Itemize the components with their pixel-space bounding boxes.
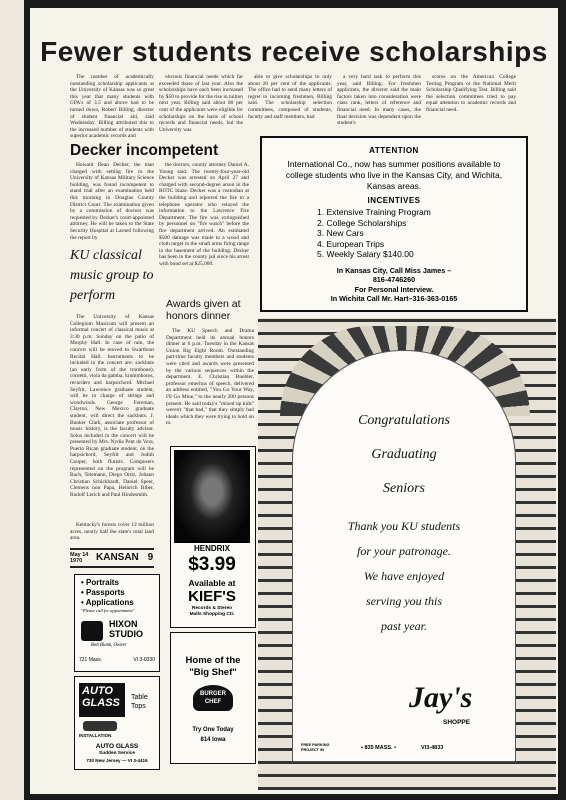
jays-parking bbox=[301, 743, 329, 752]
main-headline: Fewer students receive scholarships bbox=[40, 36, 548, 67]
filler-note bbox=[70, 522, 154, 544]
service-item: • Applications bbox=[81, 598, 134, 607]
parking-line-2: PROJECT 90 bbox=[301, 747, 325, 752]
auto-brand-2: GLASS bbox=[82, 697, 120, 709]
dateline-date bbox=[70, 552, 88, 564]
dateline-year: 1970 bbox=[70, 558, 83, 564]
jays-msg-congrats: Congratulations bbox=[358, 413, 450, 428]
hixon-owner: Bob Blank, Owner bbox=[91, 643, 127, 648]
burger-chef-ad bbox=[170, 632, 256, 764]
scholarship-text-4: a very hard task to perform this year, said Billing. For freshmen applicants, the director said the main factors taken into consideration were class rank, letters of reference and financial need. In many cases, the final decision was dependent upon the student's bbox=[337, 74, 421, 127]
awards-headline: Awards given at honors dinner bbox=[166, 298, 241, 322]
jays-msg-serving: serving you this bbox=[366, 594, 442, 608]
scholarship-col-2 bbox=[159, 74, 243, 144]
hendrix-name: HENDRIX bbox=[193, 544, 230, 553]
incentive-item: 5. Weekly Salary $140.00 bbox=[317, 249, 414, 259]
incentive-item: 1. Extensive Training Program bbox=[317, 207, 431, 217]
jays-message-panel bbox=[292, 350, 516, 762]
kiefs-logo: KIEF'S bbox=[188, 588, 236, 605]
hendrix-available: Available at bbox=[188, 578, 236, 588]
burger-headline bbox=[171, 655, 255, 679]
jays-msg-year: past year. bbox=[381, 619, 427, 633]
incentives-title: INCENTIVES bbox=[367, 196, 421, 205]
scholarship-text-1: The number of academically outstanding scholarship applicants at the University of Kansas was so great this year that many students with GPA's of 3.5 and above had to be turned down, Robert Billing, director of student financial aid, said Wednesday. Billing attributed this to the increased number of students with superior academic records and bbox=[70, 74, 154, 140]
dateline-paper bbox=[96, 552, 153, 563]
jays-msg-seniors: Seniors bbox=[383, 481, 425, 496]
scholarship-text-3: able to give scholarships to only about 20 per cent of the applicants. The office had to send many letters of regret to incoming freshmen, Billing said. The scholarship selection committees, composed of students, faculty and staff members, had bbox=[248, 74, 332, 120]
jays-msg-thanks: Thank you KU students bbox=[347, 519, 461, 533]
jays-msg-patronage: for your patronage. bbox=[357, 544, 451, 558]
auto-side-1: Table bbox=[131, 694, 148, 701]
burger-chef-logo bbox=[193, 685, 233, 711]
scholarship-col-4 bbox=[337, 74, 421, 136]
awards-text: The KU Speech and Drama Department held its annual honors dinner at 6 p.m. Tuesday in the Kansas Union Big Eight Room. Outstanding part-time faculty members and students were cited and awards were presented by the various sequences within the department. E. Christian Buehler, professor emeritus of speech, delivered an address entitled, "You Go Your Way, I'll Go Mine," to the nearly 200 persons present. He said today's "mixed up kids" weren't "that bad," that they simply had ideals which they were trying to hold on to. bbox=[166, 328, 254, 427]
service-item: • Passports bbox=[81, 588, 125, 597]
kiefs-sub-2: Malls Shopping Ctr. bbox=[189, 612, 235, 617]
contact-line-2: 816-4746260 bbox=[372, 275, 416, 284]
service-item: • Portraits bbox=[81, 578, 119, 587]
scholarship-text-5: scores on the American College Testing Program or the National Merit Scholarship Qualifying Test. Billing said the selection committees tried to pay equal attention to academic records and financial need. bbox=[426, 74, 516, 113]
contact-line-1: In Kansas City, Call Miss James – bbox=[336, 265, 452, 275]
paper-name: KANSAN bbox=[96, 552, 139, 563]
decker-col-1 bbox=[70, 162, 154, 248]
music-headline: KU classical music group to perform bbox=[70, 248, 154, 303]
jays-address: • 835 MASS. • bbox=[361, 745, 397, 751]
hendrix-photo bbox=[174, 450, 250, 543]
jays-phone: VI3-4833 bbox=[421, 745, 444, 751]
jays-logo: Jay's bbox=[409, 681, 473, 714]
decker-headline: Decker incompetent bbox=[70, 142, 219, 159]
camera-icon bbox=[81, 621, 103, 641]
burger-line-1: Home of the bbox=[185, 655, 241, 666]
hixon-studio-ad bbox=[74, 574, 160, 672]
filler-text: Kentucky's forests cover 12 million acres, nearly half the state's total land area. bbox=[70, 522, 154, 542]
music-text: The University of Kansas Collegium Musicum will present an informal concert of classical music at 3:30 p.m. Sunday on the patio of Murphy Hall. In case of rain, the concert will be moved to Swarthout Recital Hall. Instruments to be included in the concert are: sackbuts (an early form of the trombone), cornetti, viola da gamba, krummhorns, recorders and harpsichord. Michael Seyfrit, Lawrence graduate student, will be in charge of strings and woodwinds. George Foreman, Clayton, New Mexico graduate student, will direct the sackbuts. J. Bunker Clark, associate professor of music history, is the faculty advisor. Solos included in the concert will be presented by Mrs. Nydia Pent de Vera, Puerto Rican graduate student, on the harpsichord, Seyfrit and Judith Couper, both flutists. Composers represented on the program will be Bach, Telemann, Diego Ortiz, Johann Christian Schickhardt, Daniel Speer, Clemens non Papa, Heinrich Biber, Rudolf Lerich and Paul Hindesmith. bbox=[70, 314, 154, 499]
burger-address: 814 Iowa bbox=[200, 737, 226, 743]
auto-brand-1: AUTO bbox=[82, 685, 113, 697]
auto-name: AUTO GLASS bbox=[95, 743, 139, 750]
dateline-rule-top bbox=[70, 548, 154, 550]
hixon-phone: VI 3-0330 bbox=[133, 657, 155, 663]
contact-line-3: For Personal Interview. bbox=[354, 284, 434, 294]
incentive-item: 2. College Scholarships bbox=[317, 217, 407, 228]
kiefs-sub bbox=[170, 606, 254, 618]
burger-cta: Try One Today bbox=[192, 727, 234, 733]
dateline-rule-bottom bbox=[70, 566, 154, 568]
attention-ad bbox=[260, 136, 528, 312]
car-icon bbox=[83, 721, 117, 731]
burger-line-2: "Big Shef" bbox=[189, 667, 237, 678]
jays-msg-graduating: Graduating bbox=[371, 447, 437, 462]
jays-msg-enjoyed: We have enjoyed bbox=[363, 569, 445, 583]
auto-side-2: Tops bbox=[131, 703, 146, 710]
scholarship-col-3 bbox=[248, 74, 332, 136]
hixon-name-2: STUDIO bbox=[109, 629, 144, 639]
incentive-item: 3. New Cars bbox=[317, 228, 364, 238]
newspaper-page bbox=[30, 8, 558, 794]
kiefs-sub-1: Records & Stereo bbox=[191, 606, 233, 611]
attention-title: ATTENTION bbox=[369, 146, 419, 155]
incentives-list bbox=[317, 207, 526, 260]
hixon-address: 721 Mass. bbox=[79, 657, 103, 663]
burger-logo-1: BURGER bbox=[199, 691, 226, 697]
hixon-name bbox=[109, 619, 143, 639]
hixon-note: "Please call for appointment" bbox=[81, 608, 135, 613]
scholarship-text-2: obvious financial needs which far exceeded those of last year. Also the scholarships have each been increased by $50 to provide for the rise in tuition next year. Billing said about 80 per cent of the applicants were eligible for scholarships on the basis of school records and financial needs, but the University was bbox=[159, 74, 243, 133]
auto-glass-logo bbox=[79, 683, 125, 717]
dateline-month-day: May 14 bbox=[70, 552, 89, 558]
hixon-contact bbox=[79, 657, 155, 663]
decker-text-1: Howard Dean Decker, the man charged with setting fire to the University of Kansas Military Science building, was found incompetent to stand trial after an examination held this morning in Douglas County District Court. The examination given by a commission of doctors was requested by Decker's court-appointed attorney. He will be taken to the State Security Hospital at Larned following the report by bbox=[70, 162, 154, 241]
adjacent-page-strip bbox=[0, 0, 24, 800]
auto-glass-ad bbox=[74, 676, 160, 770]
attention-contact bbox=[262, 266, 526, 304]
auto-install: INSTALLATION bbox=[79, 733, 112, 738]
hixon-name-1: HIXON bbox=[109, 619, 138, 629]
page-number: 9 bbox=[147, 552, 154, 563]
scholarship-col-5 bbox=[426, 74, 516, 136]
attention-body: International Co., now has summer positions available to college students who live in the Kansas City, and Wichita, Kansas areas. bbox=[285, 159, 503, 191]
hendrix-price: $3.99 bbox=[188, 554, 236, 575]
music-body bbox=[70, 314, 154, 518]
auto-side bbox=[131, 693, 148, 711]
incentive-item: 4. European Trips bbox=[317, 238, 385, 249]
decker-text-2: the doctors, county attorney Daniel A. Young said. The twenty-four-year-old Decker was arrested on April 27 and charged with second-degree arson in the ROTC blaze. Decker was a custodian at the building and reported the fire to a telephone operator who relayed the information to the Lawrence Fire Department. The fire was extinguished by personnel on "fire watch" before the fire department arrived. An estimated $500 damage was made to a wood and cloth target in the small arms firing range in the basement of the building. Decker has been in the county jail since his arrest with bond set at $25,000. bbox=[159, 162, 249, 267]
auto-address: 730 New Jersey — VI 3-4416 bbox=[86, 758, 148, 763]
auto-service: Sudden Service bbox=[99, 751, 135, 756]
parking-line-1: FREE PARKING bbox=[301, 743, 330, 747]
jays-shoppe: SHOPPE bbox=[443, 719, 471, 726]
scholarship-col-1 bbox=[70, 74, 154, 144]
hixon-services bbox=[81, 578, 159, 608]
contact-line-4: In Wichita Call Mr. Hart–316-363-0165 bbox=[330, 294, 458, 303]
burger-logo-2: CHEF bbox=[204, 699, 222, 705]
awards-body bbox=[166, 328, 254, 440]
